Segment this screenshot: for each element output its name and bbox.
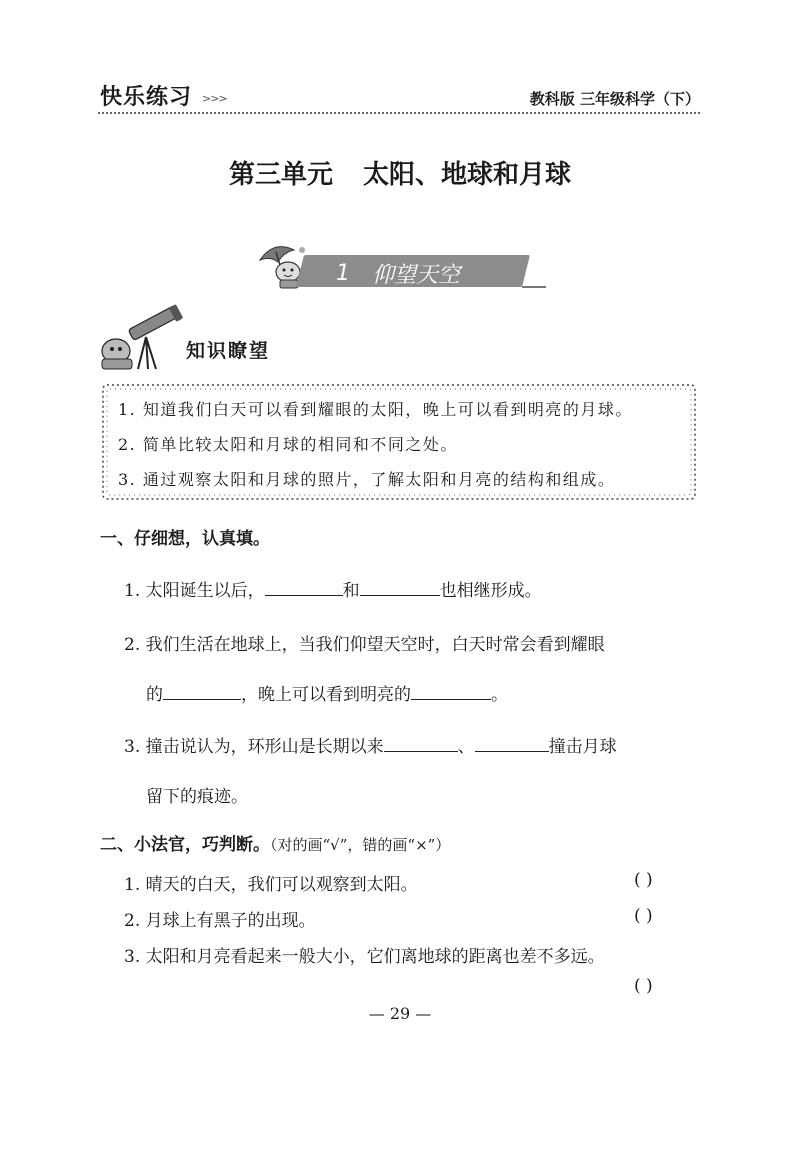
answer-blank[interactable] <box>360 581 440 596</box>
section2-instruction: （对的画“√”，错的画“×”） <box>270 836 451 854</box>
answer-blank[interactable] <box>384 737 458 752</box>
knowledge-item-3: 3. 通过观察太阳和月球的照片，了解太阳和月亮的结构和组成。 <box>118 470 616 489</box>
header-divider <box>98 112 700 114</box>
header-arrows: >>> <box>202 92 227 105</box>
banner-underline <box>522 286 546 288</box>
telescope-icon <box>98 303 186 373</box>
page-number: — 29 — <box>368 1004 432 1023</box>
unit-number: 第三单元 <box>228 160 333 190</box>
judge-item-3: 3. 太阳和月亮看起来一般大小，它们离地球的距离也差不多远。 <box>124 947 605 967</box>
section1-title: 一、仔细想，认真填。 <box>100 529 270 549</box>
answer-paren-3[interactable]: ( ) <box>634 976 653 996</box>
knowledge-item-2: 2. 简单比较太阳和月球的相同和不同之处。 <box>118 435 458 454</box>
judge-item-1: 1. 晴天的白天，我们可以观察到太阳。 <box>124 875 418 895</box>
edition-label: 教科版 三年级科学（下） <box>529 90 700 108</box>
judge-item-2: 2. 月球上有黑子的出现。 <box>124 911 316 931</box>
unit-title <box>0 154 800 191</box>
lesson-name: 仰望天空 <box>372 262 461 288</box>
fill-question-2: 2. 我们生活在地球上，当我们仰望天空时，白天时常会看到耀眼 <box>124 635 605 655</box>
fill-question-3: 3. 撞击说认为，环形山是长期以来 、 撞击月球 <box>124 737 617 757</box>
answer-blank[interactable] <box>475 737 549 752</box>
knowledge-title: 知识瞭望 <box>186 340 271 362</box>
knowledge-item-1: 1. 知道我们白天可以看到耀眼的太阳，晚上可以看到明亮的月球。 <box>118 400 633 419</box>
section2-title: 二、小法官，巧判断。（对的画“√”，错的画“×”） <box>100 835 451 855</box>
answer-paren-1[interactable]: ( ) <box>634 870 653 890</box>
answer-blank[interactable] <box>163 685 241 700</box>
unit-name: 太阳、地球和月球 <box>363 160 572 190</box>
fill-question-3-cont: 留下的痕迹。 <box>146 787 248 807</box>
fill-question-1: 1. 太阳诞生以后， 和 也相继形成。 <box>124 581 542 601</box>
answer-blank[interactable] <box>411 685 491 700</box>
lesson-number: 1 <box>336 260 350 286</box>
lesson-title <box>300 257 526 289</box>
answer-blank[interactable] <box>265 581 343 596</box>
answer-paren-2[interactable]: ( ) <box>634 906 653 926</box>
fill-question-2-cont: 的 ，晚上可以看到明亮的 。 <box>146 685 508 705</box>
book-title: 快乐练习 <box>100 85 193 110</box>
